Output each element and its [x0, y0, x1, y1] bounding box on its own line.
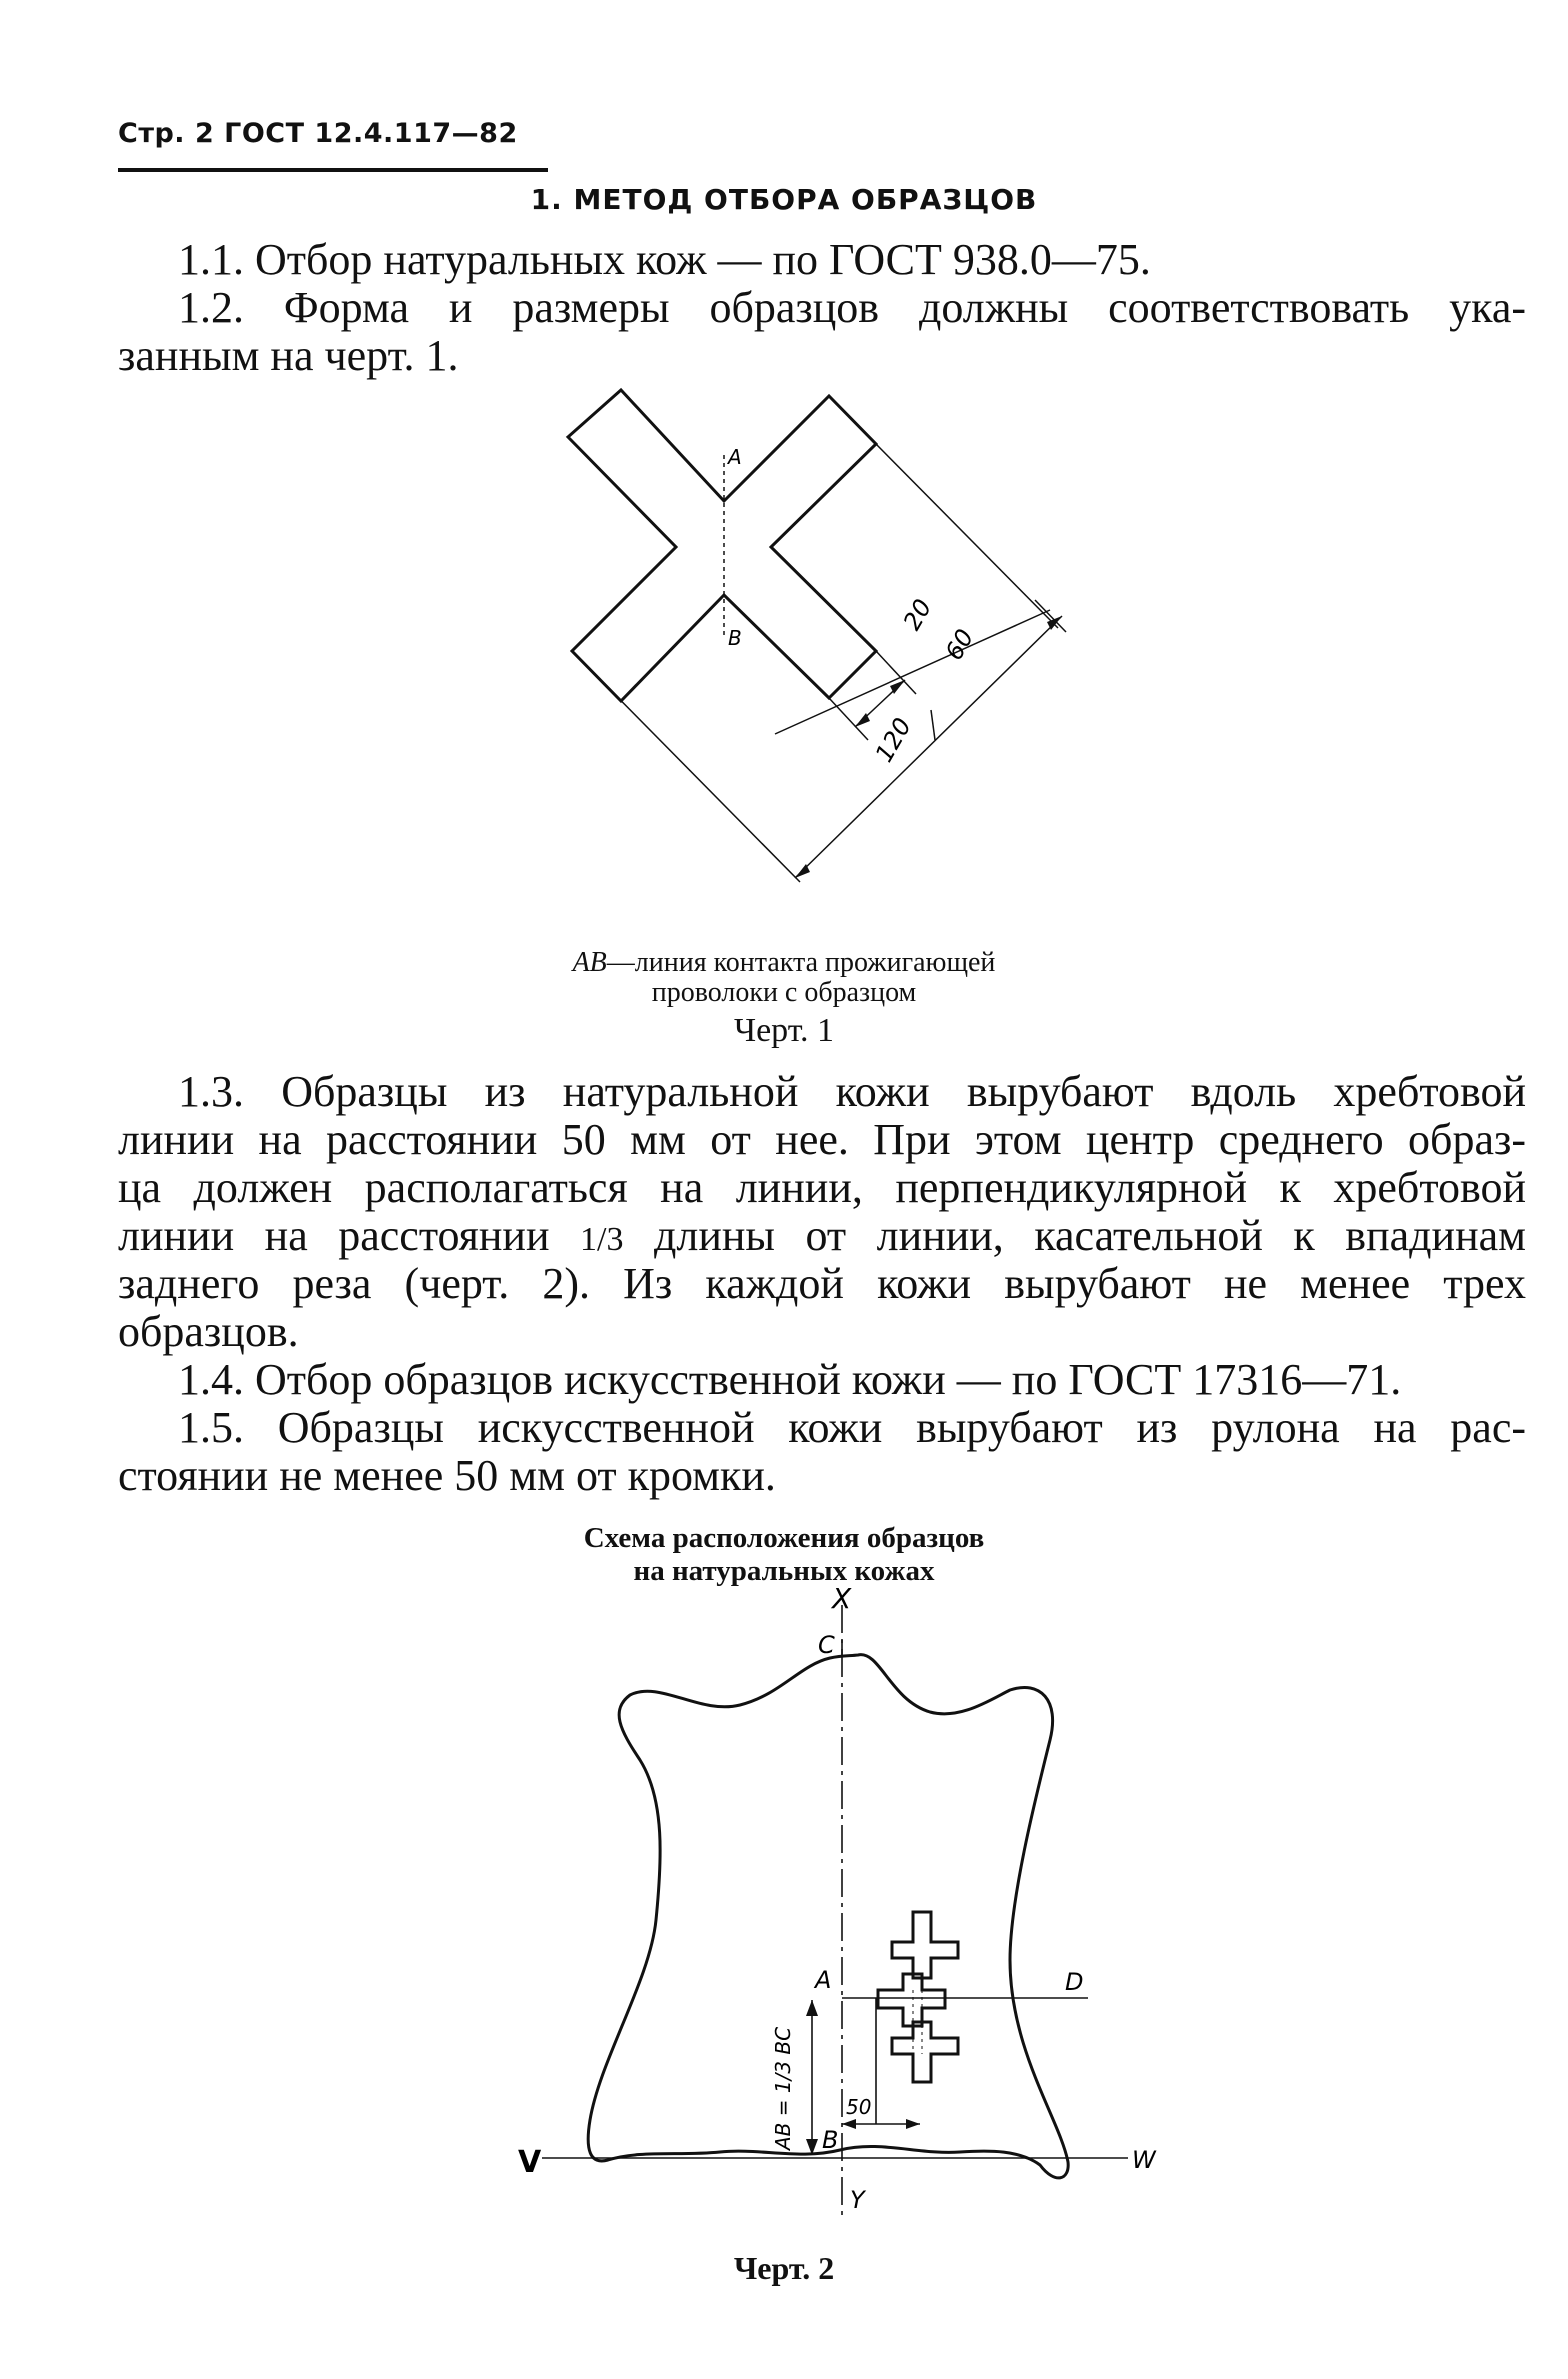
cross-specimen-outline [568, 390, 876, 701]
dim-label-60: 60 [939, 624, 980, 665]
paragraph-1-3-line-3: ца должен располагаться на линии, перпендикулярной к хребтовой [118, 1163, 1526, 1212]
figure-2-title-line-1: Схема расположения образцов [583, 1522, 985, 1554]
dim-leader-120 [931, 710, 935, 740]
specimen-middle [878, 1974, 945, 2026]
paragraph-1-5-line-1: 1.5. Образцы искусственной кожи вырубают из рулона на рас- [178, 1403, 1526, 1452]
arrow-50-right [906, 2119, 920, 2129]
extension-line-top [876, 444, 1058, 628]
paragraph-1-2-line-1: 1.2. Форма и размеры образцов должны соответствовать ука- [178, 283, 1526, 332]
arrow-50-left [842, 2119, 856, 2129]
specimen-bottom [892, 2022, 958, 2082]
label-y: Y [850, 2186, 865, 2214]
figure-2-drawing [500, 1580, 1200, 2230]
p1-3-line-4-a: линии на расстоянии [118, 1211, 581, 1260]
paragraph-1-5-line-2: стоянии не менее 50 мм от кромки. [118, 1451, 776, 1500]
figure-2-title [0, 1522, 1568, 1588]
paragraph-1-3-line-2: линии на расстоянии 50 мм от нее. При этом центр среднего образ- [118, 1115, 1526, 1164]
label-v: V [518, 2145, 542, 2180]
hide-outline [588, 1655, 1068, 2178]
dim-label-20: 20 [897, 594, 938, 635]
paragraph-1-1: 1.1. Отбор натуральных кож — по ГОСТ 938.0—75. [178, 235, 1151, 284]
fraction-one-third: 1/3 [580, 1221, 624, 1258]
p1-3-line-4-b: длины от линии, касательной к впадинам [623, 1211, 1526, 1260]
figure-1-drawing [540, 380, 1080, 900]
dim-line-120 [795, 616, 1062, 878]
paragraph-1-2-line-2: занным на черт. 1. [118, 331, 459, 380]
section-title: 1. МЕТОД ОТБОРА ОБРАЗЦОВ [530, 183, 1038, 216]
figure-1-caption [0, 948, 1568, 1008]
label-a: A [728, 445, 742, 469]
paragraph-1-4: 1.4. Отбор образцов искусственной кожи — по ГОСТ 17316—71. [178, 1355, 1402, 1404]
label-b: B [728, 626, 742, 650]
page-header: Стр. 2 ГОСТ 12.4.117—82 [118, 118, 518, 149]
label-c: C [818, 1631, 835, 1659]
paragraph-1-3-line-6: образцов. [118, 1307, 299, 1356]
label-w: W [1132, 2146, 1156, 2174]
figure-2-title-line-2: на натуральных кожах [633, 1555, 935, 1587]
paragraph-1-3-line-4 [118, 1212, 1526, 1264]
caption-ab: AB [572, 947, 607, 978]
label-a: A [815, 1966, 832, 1994]
dim-label-120: 120 [869, 713, 917, 767]
arrow-ab-top [806, 2000, 818, 2016]
paragraph-1-3-line-5: заднего реза (черт. 2). Из каждой кожи вырубают не менее трех [118, 1259, 1526, 1308]
paragraph-1-3-line-1: 1.3. Образцы из натуральной кожи вырубают вдоль хребтовой [178, 1067, 1526, 1116]
specimen-top [892, 1912, 958, 1978]
label-b: B [822, 2126, 839, 2154]
header-rule [118, 168, 548, 172]
figure-2-label: Черт. 2 [733, 2250, 835, 2286]
dim-label-50: 50 [846, 2095, 872, 2119]
label-x: X [832, 1582, 852, 1615]
caption-line-1: —линия контакта прожигающей [606, 947, 996, 978]
figure-1-label: Черт. 1 [733, 1012, 835, 1049]
dim-label-ab: AB = 1/3 BC [771, 2026, 795, 2150]
label-d: D [1065, 1968, 1084, 1996]
extension-line-bottom [572, 651, 800, 882]
caption-line-2: проволоки с образцом [651, 977, 917, 1008]
